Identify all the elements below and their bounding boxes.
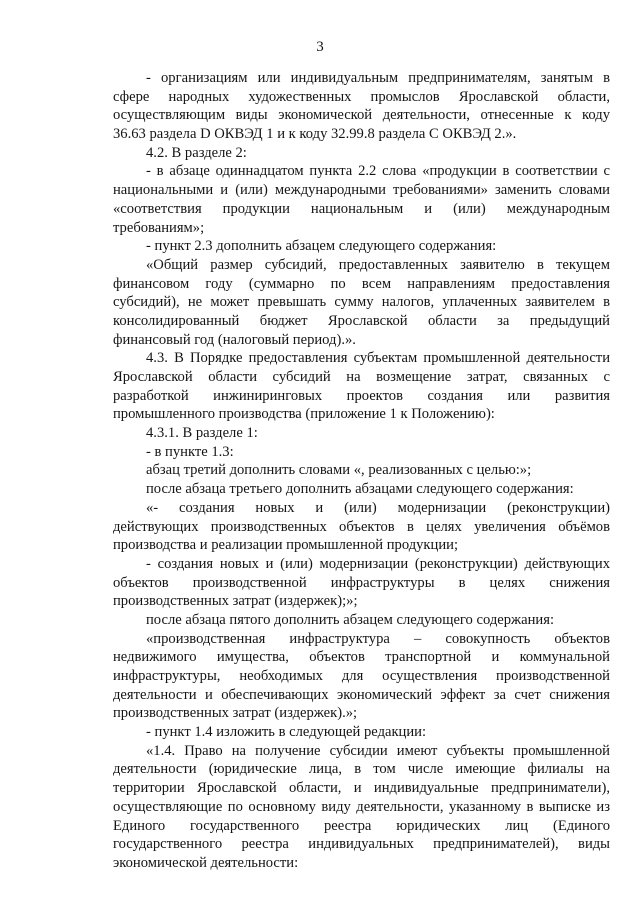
text-line: объектов производственной инфраструктуры в целях снижения — [113, 574, 610, 591]
text-line: абзац третий дополнить словами «, реализованных с целью:»; — [146, 462, 532, 479]
text-line: деятельности (юридические лица, в том числе имеющие филиалы на — [113, 761, 610, 778]
text-line: производственных затрат (издержек);»; — [113, 593, 358, 610]
text-line: деятельности и обеспечивающих экономический эффект за счет снижения — [113, 686, 610, 703]
text-line: 4.2. В разделе 2: — [146, 144, 247, 161]
text-line: разработкой инжиниринговых проектов создания или развития — [113, 387, 610, 404]
text-line: промышленного производства (приложение 1 к Положению): — [113, 406, 495, 423]
text-line: производственных затрат (издержек).»; — [113, 705, 358, 722]
text-line: - организациям или индивидуальным предпринимателям, занятым в — [146, 70, 610, 86]
text-line: субсидий), не может превышать сумму налогов, уплаченных заявителем в — [113, 294, 610, 311]
text-line: государственного реестра индивидуальных предпринимателей), виды — [113, 836, 610, 853]
text-line: «- создания новых и (или) модернизации (реконструкции) — [146, 499, 610, 516]
text-line: - пункт 2.3 дополнить абзацем следующего содержания: — [146, 238, 497, 255]
text-line: требованиям»; — [113, 219, 205, 236]
text-line: осуществляющим виды экономической деятельности, отнесенные к коду — [113, 107, 610, 124]
text-line: Ярославской области субсидий на возмещение затрат, связанных с — [113, 369, 610, 385]
text-line: после абзаца пятого дополнить абзацем следующего содержания: — [146, 611, 554, 628]
text-line: экономической деятельности: — [113, 854, 299, 871]
text-line: инфраструктуры, необходимых для осуществления производственной — [113, 668, 610, 684]
text-line: 36.63 раздела D ОКВЭД 1 и к коду 32.99.8 раздела С ОКВЭД 2.». — [113, 126, 517, 143]
text-line: - в пункте 1.3: — [146, 443, 234, 460]
text-line: «производственная инфраструктура – совокупность объектов — [146, 630, 610, 647]
text-line: национальными и (или) международными требованиями» заменить словами — [113, 182, 610, 199]
text-line: «1.4. Право на получение субсидии имеют субъекты промышленной — [146, 742, 610, 759]
text-line: 4.3.1. В разделе 1: — [146, 425, 258, 442]
text-line: - создания новых и (или) модернизации (реконструкции) действующих — [146, 555, 610, 572]
text-line: недвижимого имущества, объектов транспортной и коммунальной — [113, 649, 610, 666]
text-line: - пункт 1.4 изложить в следующей редакции: — [146, 724, 427, 741]
text-line: осуществляющие по основному виду деятельности, указанному в выписке из — [113, 798, 610, 815]
text-line: сфере народных художественных промыслов Ярославской области, — [113, 88, 610, 105]
text-line: после абзаца третьего дополнить абзацами следующего содержания: — [146, 481, 574, 498]
text-line: финансовом году (суммарно по всем направлениям предоставления — [113, 275, 610, 292]
text-line: «Общий размер субсидий, предоставленных заявителю в текущем — [146, 256, 610, 273]
document-body — [113, 69, 610, 873]
text-line: финансовый год (налоговый период).». — [113, 331, 356, 348]
text-line: 4.3. В Порядке предоставления субъектам промышленной деятельности — [146, 350, 610, 367]
page-number: 3 — [316, 39, 324, 55]
text-line: производства и реализации промышленной продукции; — [113, 537, 458, 554]
text-line: - в абзаце одиннадцатом пункта 2.2 слова «продукции в соответствии с — [146, 163, 610, 180]
text-line: консолидированный бюджет Ярославской области за предыдущий — [113, 312, 610, 329]
text-line: территории Ярославской области, и индивидуальные предприниматели), — [113, 780, 610, 797]
text-line: действующих производственных объектов в целях увеличения объёмов — [113, 518, 610, 535]
text-line: Единого государственного реестра юридических лиц (Единого — [113, 817, 610, 834]
text-line: «соответствия продукции национальным и (или) международным — [113, 200, 610, 217]
